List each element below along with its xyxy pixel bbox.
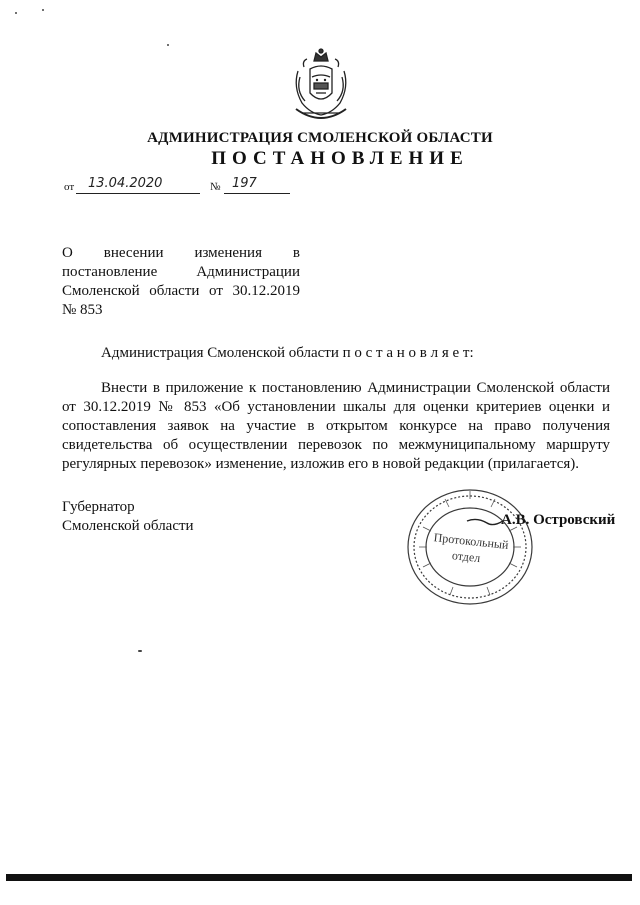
scan-speck — [15, 12, 17, 14]
number-prefix: № — [210, 181, 221, 193]
scan-speck — [42, 9, 44, 11]
stamp-text-line1: Протокольный — [433, 530, 510, 552]
stamp-text-line2: отдел — [451, 548, 481, 566]
document-type-title: ПОСТАНОВЛЕНИЕ — [211, 148, 469, 169]
body-paragraph — [62, 379, 610, 474]
subject-line: Смоленской области от 30.12.2019 — [62, 283, 300, 299]
body-paragraph-text: Внести в приложение к постановлению Администрации Смоленской области от 30.12.2019 № 853 «Об установлении шкалы для оценки критериев оценки и сопоставления заявок на участие в открытом конкурсе на право получения свидетельства об осуществлении перевозок по межмуниципальному маршруту регулярных перевозок» изменение, изложив его в новой редакции (прилагается). — [62, 380, 610, 472]
signatory-title-line: Смоленской области — [62, 518, 194, 534]
scan-speck — [138, 650, 142, 652]
preamble-text: Администрация Смоленской области п о с т а н о в л я е т: — [101, 345, 474, 361]
signatory-name: А.В. Островский — [501, 512, 616, 528]
scan-border-bar — [6, 874, 632, 881]
date-prefix: от — [64, 181, 75, 193]
date-value: 13.04.2020 — [88, 176, 163, 191]
number-underline — [224, 193, 290, 194]
date-underline — [76, 193, 200, 194]
number-value: 197 — [232, 176, 257, 191]
subject-line: О внесении изменения в — [62, 245, 300, 261]
document-subject — [62, 244, 300, 320]
subject-line: постановление Администрации — [62, 264, 300, 280]
signatory-title-line: Губернатор — [62, 499, 135, 515]
signatory-title — [62, 498, 194, 536]
handwritten-signature — [467, 519, 503, 524]
organization-name: АДМИНИСТРАЦИЯ СМОЛЕНСКОЙ ОБЛАСТИ — [147, 130, 493, 146]
coat-of-arms-emblem — [290, 47, 352, 125]
official-stamp — [405, 487, 535, 607]
subject-line: № 853 — [62, 302, 103, 318]
scan-speck — [167, 44, 169, 46]
